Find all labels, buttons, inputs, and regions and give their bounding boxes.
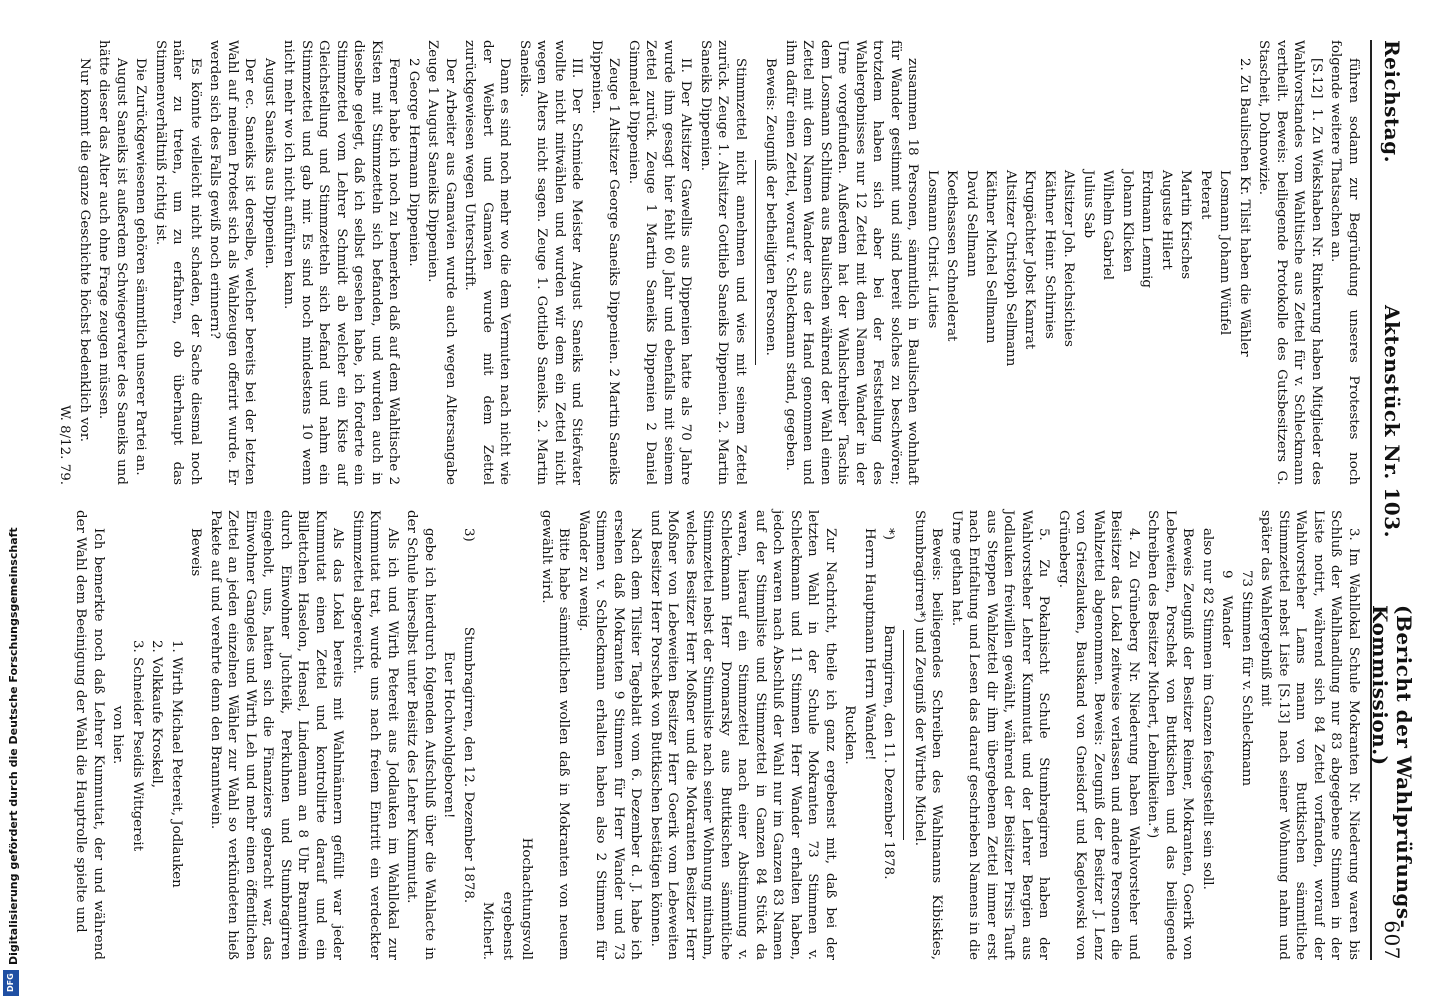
paragraph: also nur 82 Stimmen im Ganzen festgestellt sein soll. — [1200, 528, 1215, 890]
digitization-credit — [0, 527, 22, 1000]
list-item: Käthner Heinr. Schirnies — [1042, 170, 1057, 339]
paragraph: Nach dem Tilsiter Tageblatt vom 6. Dezember d. J. habe ich ersehen daß Mokranten 9 Stimmen für Herr Wander und 73 Stimmen v. Schleckmann erhalten haben also 2 Stimmen für Wander zu wenig. — [576, 510, 644, 965]
list-item: David Sellmann — [964, 170, 979, 277]
paragraph: Stimmzettel nicht annehmen und wies mit seinem Zettel zurück. Zeuge 1. Altsitzer Gottlieb Saneiks Dippenien. 2. Martin Saneiks Dippenien. — [698, 40, 748, 490]
paragraph: Beweis Zeugniß der Besitzer Reimer, Mokranten, Goerik von Lebeweiten, Porschek von Buttkischen und das beiliegende Schreiben des Besitzer Michert, Lebmilkeiten.*) — [1145, 510, 1196, 965]
paragraph: Hochachtungsvoll — [519, 837, 535, 960]
dfg-logo-icon: DFG — [3, 970, 19, 996]
paragraph: [S.12] 1. Zu Wiekshaben Nr. Rinkerung haben Mitglieder des Wahlvorstandes vom Wahltische aus Zettel für v. Schleckmann vertheilt. Beweis: beiliegende Protokolle des Gutsbesitzers G. Stascheit, Dohnowizie. — [1256, 40, 1324, 490]
paragraph: Nur kommt die ganze Geschichte höchst bedenklich vor. — [77, 58, 92, 443]
paragraph: Ferner habe ich noch zu bemerken daß auf dem Wahltische 2 Kisten mit Stimmzetteln sich befanden, und wurden auch in dieselbe gelegt, daß ich selbst gesehen habe, ich forderte ein Stimmzettel vom Lehrer Schmidt ab welcher ein Kiste auf Gleichstellung und Stimmzetteln sich befand und nahm ein Stimmzettel und gab mir. Es sind noch mindestens 10 wenn nicht mehr wo ich nicht anführen kann. — [281, 40, 402, 490]
list-item: Julius Sab — [1081, 170, 1096, 239]
paragraph: 3. Im Wahllokal Schule Mokranten Nr. Niederung waren bis Schluß der Wahlhandlung nur 83 abgegebene Stimmen in der Liste notirt, während sich 84 Zettel vorfanden, worauf der Wahlvorsteher Lams mann von Buttkischen sämmtliche Stimmzettel nebst Liste [S.13] nach seiner Wohnung nahm und später das Wahlergebniß mit — [1258, 510, 1361, 965]
header-document-number: Aktenstück Nr. 103. — [1380, 305, 1404, 539]
page-number: 607 — [1380, 920, 1404, 960]
list-item: 3. Schneider Pseidis Wittgereit — [130, 640, 145, 852]
paragraph: Bitte habe sämmtlichen wollen daß in Mokranten von neuem gewählt wird. — [539, 510, 572, 965]
list-item: Losmann Johann Wünfel — [1217, 170, 1233, 336]
left-text-column — [54, 40, 1362, 490]
list-item: Auguste Hilert — [1159, 170, 1174, 270]
paragraph: Der ec. Saneiks ist derselbe, welcher bereits bei der letzten Wahl auf meinen Protest sich als Wahlzeugen offerirt wurde. Er werden sich des Falls gewiß noch erinnern? — [207, 40, 258, 490]
header-left: Reichstag. — [1380, 40, 1404, 164]
paragraph: August Saneiks ist außerdem Schwiegervater des Saneiks und hätte dieser das Alter auch ohne Frage zeugen müssen. — [96, 40, 129, 490]
list-item: Martin Krisches — [1178, 170, 1194, 280]
paragraph: 5. Zu Pokalnischt Schule Stumbragirren haben der Wahlvorsteher Lehrer Kummutat und der Lehrer Bergien aus Jodlauken freiwillen gewählt, während der Beisitzer Pirsis Tauft aus Steppen Wahlzettel dir ihm übergebenen Zettel immer erst nach Entfaltung und Lesen das darauf geschrieben Namens in die Urne gethan hat. — [949, 510, 1052, 965]
paragraph: 2. Zu Baulischen Kr. Tilsit haben die Wähler — [1237, 58, 1252, 357]
paragraph: ergebenst — [500, 891, 515, 960]
list-item: Käthner Michel Sellmann — [983, 170, 999, 344]
list-item: Peterat — [1198, 170, 1213, 220]
paragraph: Es könnte vielleicht nicht schaden, der Sache diesmal noch näher zu treten, um zu erfahren, ob überhaupt das Stimmenverhältniß richtig ist. — [153, 40, 203, 490]
paragraph: Zeuge 1 Altsitzer George Saneiks Dippenien. 2 Martin Saneiks Dippenien. — [589, 40, 622, 490]
list-item: Altsitzer Christoph Sellmann — [1003, 170, 1018, 367]
paragraph: *) Barmgirren, den 11. Dezember 1878. — [881, 528, 897, 880]
right-text-column — [70, 510, 1362, 965]
list-item: Krugpächter Jobst Kamrat — [1022, 170, 1038, 350]
paragraph: führen sodann zur Begründung unseres Protestes noch folgende weitere Thatsachen an. — [1328, 40, 1361, 490]
paragraph: Zur Nachricht, theile ich ganz ergebenst mit, daß bei der letzten Wahl in der Schule Mokranten 73 Stimmen v. Schleckmann und 11 Stimmen Herr Wander erhalten haben, jedoch waren nach Abschluß der Wahl nur im Ganzen 83 Namen auf der Stimmliste und Stimmzettel in Ganzen 84 Stück da waren, hierauf ein Stimmzettel nach einer Abstimmung v. Schleckmann Herr Dromarsky aus Buttkischen sämmtliche Stimmzettel nebst der Stimmliste nach seiner Wohnung mitnahm, welches Besitzer Herr Moßner und die Mokranten Besitzer Herr Moßner von Lebeweiten Besitzer Herr Goerik vom Lebeweiten und Besitzer Herr Porschek von Buttkischen bestätigen können. — [648, 510, 838, 965]
paragraph: Dann es sind noch mehr wo die dem Vermuten nach nicht wie der Weibert und Gamavien wurde mit dem Zettel zurückgewiesen wegen Unterschrift. — [462, 40, 513, 490]
paragraph: Ich bemerkte noch daß Lehrer Kummutat, der und während der Wahl dem Beeinigung der Wahl die Hauptrolle spielte und — [73, 510, 106, 965]
paragraph: Beweis: beiliegendes Schreiben des Wahlmanns Kibiskies, Stumbragirren*) und Zeugniß der Wirthe Michel. — [912, 510, 945, 965]
list-item: Losmann Christ. Luties — [925, 170, 940, 329]
paragraph: Euer Hochwohlgeboren! — [441, 651, 457, 819]
paragraph: Herrn Hauptmann Herrn Wander! — [862, 528, 877, 761]
list-item: Koethsassen Schnelderat — [944, 170, 960, 342]
paragraph: 9 Wander — [1219, 570, 1235, 648]
list-item: Johann Klicken — [1120, 170, 1135, 273]
paragraph: Michert. — [480, 901, 496, 960]
paragraph: Rucklen. — [842, 705, 858, 765]
paragraph: 4. Zu Grüneberg Nr. Niederung haben Wahlvorsteher und Beisitzer das Lokal zeitweise verlassen und andere Personen die Wahlzettel abgenommen. Beweis: Zeugniß der Besitzer J. Lenz von Grieszlauken, Bauskand von Gneisdorf und Kagelowski von Grüneberg. — [1056, 510, 1141, 965]
paragraph: August Saneiks aus Dippenien. — [262, 58, 277, 269]
column-divider-rule — [904, 630, 905, 840]
paragraph: von hier. — [110, 705, 126, 765]
digitization-credit-text: Digitalisierung gefördert durch die Deutsche Forschungsgemeinschaft — [7, 527, 20, 965]
page-header — [1368, 40, 1416, 960]
paragraph: gebe ich hierdurch folgenden Aufschluß über die Wahlacte in der Schule hierselbst unter Beisitz des Lehrer Kummutat. — [404, 510, 437, 965]
list-item: 1. Wirth Michael Petereit, Jodlauken — [169, 640, 184, 888]
list-item: 2. Volkkaufe Kroskell, — [149, 640, 165, 788]
paragraph: III. Der Schmiede Meister August Saneiks und Stiefvater wollte nicht mitwählen und wurden wir dem ein Zettel nicht wegen Alters nicht sagen. Zeuge 1. Gottlieb Saneiks. 2. Martin Saneiks. — [517, 40, 585, 490]
list-item: Erdmann Lemnig — [1139, 170, 1155, 288]
paragraph: Beweis — [188, 528, 204, 577]
paragraph: Als ich und Wirth Petereit aus Jodlauken im Wahllokal zur Kummutat trat, wurde uns nach freiem Eintritt ein verdeckter Stimmzettel abgereicht. — [350, 510, 400, 965]
paragraph: W. 8/12. 79. — [57, 405, 73, 485]
paragraph: Der Arbeiter aus Gamavien wurde auch wegen Altersangabe Zeuge 1 August Saneiks Dippenien. — [425, 40, 458, 490]
paragraph: zusammen 18 Personen, sämmtlich in Baulischen wohnhaft für Wander gestimmt und sind bereit solches zu beschwören; trotzdem haben sich aber bei der Feststellung des Wahlergebnisses nur 12 Zettel mit dem Namen Wander in der Urne vorgefunden. Außerdem hat der Wahlschreiber Taschis dem Losmann Schlitma aus Baulischen während der Wahl einen Zettel mit dem Namen Wander aus der Hand genommen und ihm dafür einen Zettel, worauf v. Schleckmann stand, gegeben. — [783, 40, 921, 490]
paragraph: Als das Lokal bereits mit Wahlmännern gefüllt war jeder Kummutat einen Zettel und kontrollirte darauf und ein Billettchen Haselon, Hensel, Lindemann an 8 Uhr Branntwein durch Einwohner Juchteik, Perkuhnen und Stumbragirren eingeholt, uns, hatten sich die Finanziers gebracht war, das Einwohner Gangeles und Wirth Leh und mehr einen öffentlichen Zettel an jeden einzelnen Wähler zur Wahl so verkündeten hieß Pakete auf und verehrte denn den Branntwein. — [208, 510, 346, 965]
header-report-title: (Bericht der Wahlprüfungs-Kommission.) — [1368, 605, 1416, 929]
paragraph: II. Der Altsitzer Gawellis aus Dippenien hatte als 70 Jahre wurde ihm gesagt hier fehlt 60 Jahr und ebenfalls mit seinem Zettel zurück. Zeuge 1 Martin Saneiks Dippenien 2 Daniel Gimmelat Dippenien. — [626, 40, 694, 490]
paragraph: Beweis: Zeugniß der betheiligten Personen. — [763, 58, 779, 356]
paragraph: 3) Stumbragirren, den 12. Dezember 1878. — [461, 528, 476, 904]
paragraph: 2 George Hermann Dippenien. — [406, 58, 421, 267]
column-divider-rule — [755, 160, 756, 365]
paragraph: Die Zurückgewiesenen gehören sämmtlich unserer Partei an. — [133, 58, 149, 476]
paragraph: 73 Stimmen für v. Schleckmann — [1239, 570, 1254, 787]
list-item: Wilhelm Gabriel — [1100, 170, 1116, 281]
list-item: Altsitzer Joh. Reichsichies — [1061, 170, 1077, 347]
